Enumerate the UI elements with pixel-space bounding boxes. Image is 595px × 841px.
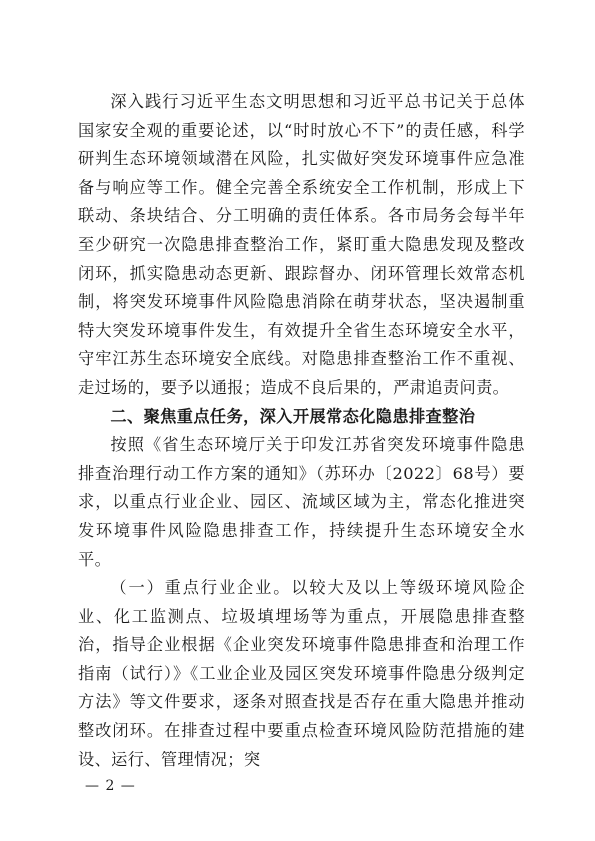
paragraph-key-enterprises <box>78 574 525 774</box>
page-number: — 2 — <box>85 778 136 794</box>
section-heading-2: 二、聚焦重点任务，深入开展常态化隐患排查整治 <box>110 406 476 426</box>
paragraph-requirement: 按照《省生态环境厅关于印发江苏省突发环境事件隐患排查治理行动工作方案的通知》（苏环办〔2022〕68号）要求，以重点行业企业、园区、流域区域为主，常态化推进突发环境事件风险隐患排查工作，持续提升生态环境安全水平。 <box>78 435 525 569</box>
subsection-label: （一）重点行业企业。 <box>110 578 292 598</box>
paragraph-responsibility: 深入践行习近平生态文明思想和习近平总书记关于总体国家安全观的重要论述，以“时时放心不下”的责任感，科学研判生态环境领域潜在风险，扎实做好突发环境事件应急准备与响应等工作。健全完善全系统安全工作机制，形成上下联动、条块结合、分工明确的责任体系。各市局务会每半年至少研究一次隐患排查整治工作，紧盯重大隐患发现及整改闭环，抓实隐患动态更新、跟踪督办、闭环管理长效常态机制，将突发环境事件风险隐患消除在萌芽状态，坚决遏制重特大突发环境事件发生，有效提升全省生态环境安全水平，守牢江苏生态环境安全底线。对隐患排查整治工作不重视、走过场的，要予以通报；造成不良后果的，严肃追责问责。 <box>78 92 525 397</box>
paragraph-key-enterprises-text: 以较大及以上等级环境风险企业、化工监测点、垃圾填埋场等为重点，开展隐患排查整治，指导企业根据《企业突发环境事件隐患排查和治理工作指南（试行）》《工业企业及园区突发环境事件隐患分级判定方法》等文件要求，逐条对照查找是否存在重大隐患并推动整改闭环。在排查过程中要重点检查环境风险防范措施的建设、运行、管理情况；突 <box>78 578 526 769</box>
